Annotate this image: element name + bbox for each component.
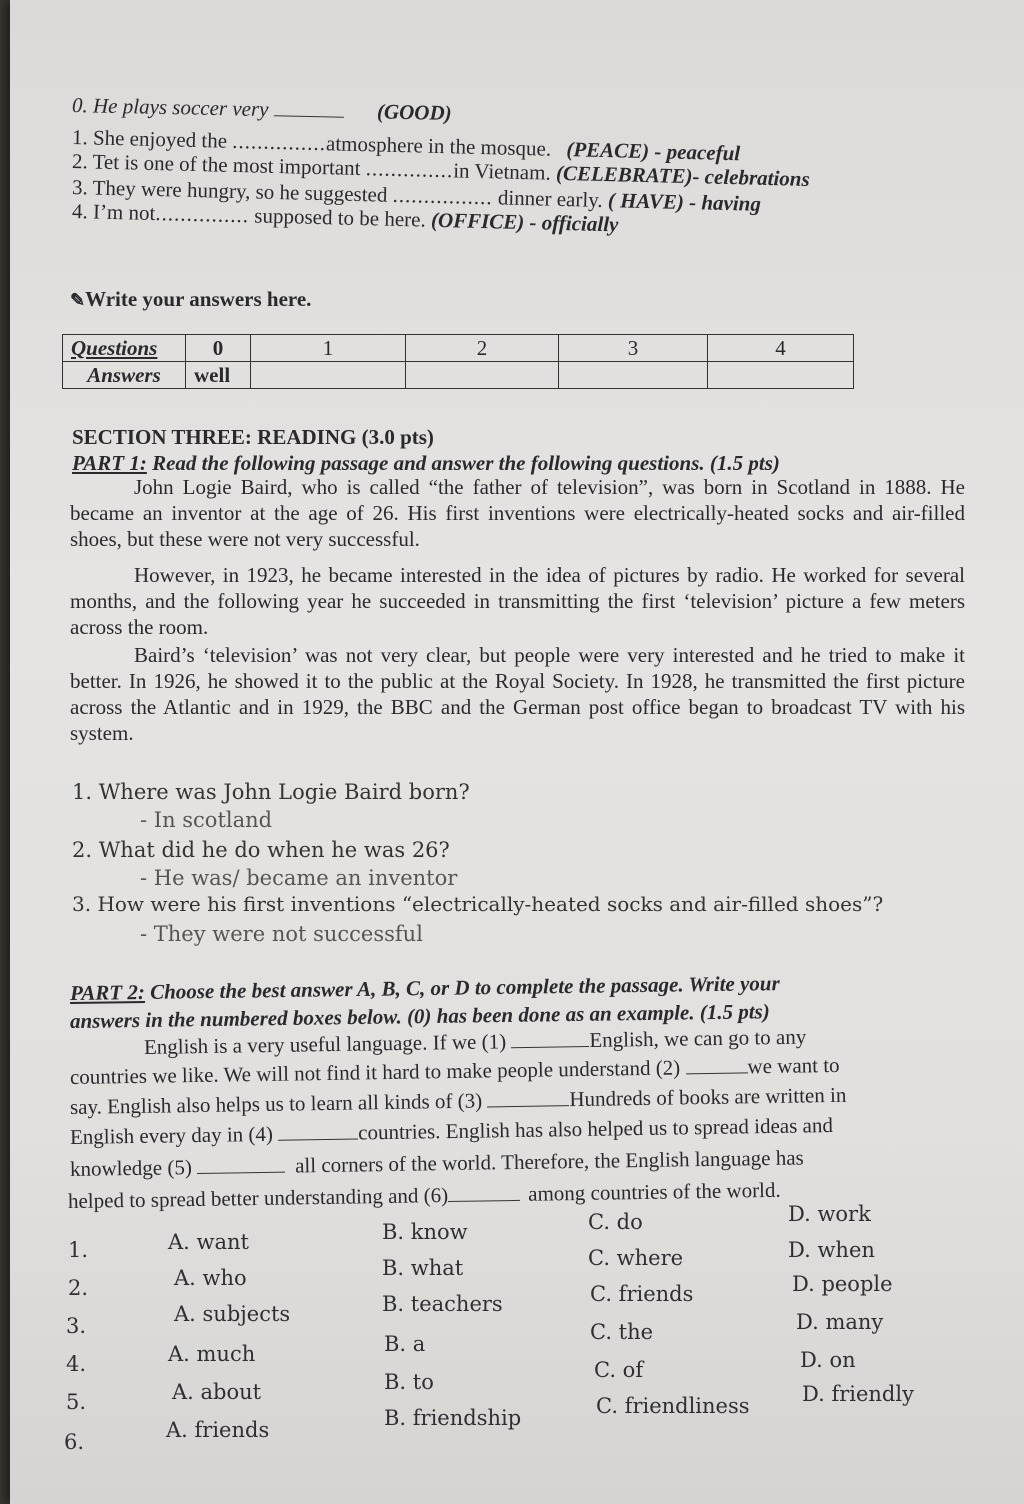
gap-4[interactable]: [278, 1138, 358, 1140]
option-number: 5.: [66, 1390, 87, 1414]
option-b[interactable]: B. a: [384, 1332, 426, 1356]
item-text: dinner early.: [497, 185, 603, 212]
passage-line: [68, 1177, 781, 1214]
item-dots: ...............: [155, 201, 250, 228]
item-hint: ( HAVE) - having: [607, 188, 762, 216]
table-header: 1: [251, 335, 406, 362]
passage-text: English, we can go to any: [589, 1024, 807, 1053]
item-dots: ................: [392, 182, 493, 210]
gap-6[interactable]: [448, 1200, 520, 1202]
item-num: 1.: [71, 125, 89, 150]
passage-text: say. English also helps us to learn all kinds of (3): [69, 1088, 488, 1119]
option-c[interactable]: C. friendliness: [596, 1394, 750, 1418]
table-header: 2: [406, 335, 559, 362]
gap-2[interactable]: [686, 1072, 748, 1074]
gap-5[interactable]: [197, 1172, 285, 1174]
gap-3[interactable]: [487, 1105, 569, 1107]
table-cell[interactable]: [251, 362, 406, 389]
part1-label: PART 1:: [72, 451, 147, 475]
item-hint: (CELEBRATE)- celebrations: [555, 160, 810, 192]
pencil-icon: ✎: [70, 290, 86, 310]
passage-text: Hundreds of books are written in: [569, 1082, 847, 1112]
table-header: Questions: [63, 335, 186, 362]
option-number: 4.: [66, 1352, 87, 1376]
part1-instructions: [72, 450, 780, 476]
passage-text: countries. English has also helped us to spread ideas and: [357, 1113, 834, 1145]
option-a[interactable]: A. friends: [166, 1418, 270, 1442]
passage-text: countries we like. We will not find it hard to make people understand (2): [69, 1055, 686, 1089]
option-c[interactable]: C. of: [594, 1358, 644, 1382]
option-a[interactable]: A. subjects: [174, 1302, 291, 1326]
write-answers-label: [70, 286, 311, 313]
passage-text: helped to spread better understanding and (6): [67, 1183, 449, 1213]
item-dots: ...............: [232, 128, 327, 156]
option-d[interactable]: D. work: [788, 1202, 871, 1226]
item-text: atmosphere in the mosque.: [325, 131, 552, 161]
option-a[interactable]: A. much: [168, 1342, 256, 1366]
section-title: SECTION THREE: READING (3.0 pts): [72, 425, 434, 449]
passage-text: English every day in (4): [69, 1121, 279, 1149]
item-text: She enjoyed the: [92, 125, 228, 153]
table-header: 4: [708, 335, 854, 362]
option-b[interactable]: B. teachers: [382, 1292, 503, 1316]
example-hint: (GOOD): [376, 99, 452, 125]
table-cell[interactable]: [406, 362, 559, 389]
gap-1[interactable]: [511, 1046, 589, 1048]
item-hint: (PEACE) - peaceful: [566, 137, 741, 166]
option-c[interactable]: C. the: [590, 1320, 654, 1344]
passage-text: all corners of the world. Therefore, the English language has: [294, 1145, 804, 1178]
passage-text: English is a very useful language. If we (1): [143, 1029, 512, 1059]
option-d[interactable]: D. when: [788, 1238, 875, 1262]
part2-instructions-2: answers in the numbered boxes below. (0) has been done as an example. (1.5 pts): [69, 999, 770, 1033]
paragraph: However, in 1923, he became interested in the idea of pictures by radio. He worked for several months, and the following year he succeeded in transmitting the first ‘television’ picture a few meters across the room.: [70, 563, 965, 639]
example-prefix: 0. He plays soccer very: [71, 93, 269, 122]
table-row: [63, 362, 854, 389]
write-answers-text: Write your answers here.: [85, 287, 312, 311]
exam-sheet: [10, 0, 1024, 1504]
option-b[interactable]: B. friendship: [384, 1406, 522, 1430]
table-cell[interactable]: [559, 362, 708, 389]
option-a[interactable]: A. who: [174, 1266, 247, 1290]
option-a[interactable]: A. want: [168, 1230, 249, 1254]
passage-text: knowledge (5): [69, 1155, 198, 1181]
part2-text: Choose the best answer A, B, C, or D to complete the passage. Write your: [144, 971, 780, 1004]
table-row: [63, 335, 854, 362]
item-num: 3.: [71, 175, 89, 200]
table-cell: Answers: [63, 362, 186, 389]
answer: - He was/ became an inventor: [140, 866, 458, 890]
option-b[interactable]: B. what: [382, 1256, 464, 1280]
paragraph: John Logie Baird, who is called “the father of television”, was born in Scotland in 1888. He became an inventor at the age of 26. His first inventions were electrically-heated socks and air-filled shoes, but these were not very successful.: [70, 475, 965, 551]
table-cell[interactable]: [708, 362, 854, 389]
passage-text: we want to: [747, 1052, 840, 1079]
item-text: They were hungry, so he suggested: [92, 175, 388, 207]
item-text: Tet is one of the most important: [92, 149, 361, 181]
option-number: 6.: [64, 1430, 85, 1454]
paragraph: Baird’s ‘television’ was not very clear, but people were very interested and he tried to make it better. In 1926, he showed it to the public at the Royal Society. In 1928, he transmitted the first picture across the Atlantic and in 1929, the BBC and the German post office began to broadcast TV with his system.: [70, 643, 965, 745]
table-cell: well: [186, 362, 251, 389]
item-num: 4.: [71, 199, 89, 224]
passage-line: [70, 1144, 804, 1182]
table-header: 3: [559, 335, 708, 362]
item-hint: (OFFICE) - officially: [430, 207, 619, 237]
answer: - They were not successful: [140, 922, 423, 946]
option-d[interactable]: D. many: [796, 1310, 884, 1334]
table-header: 0: [186, 335, 251, 362]
item-text: in Vietnam.: [452, 158, 552, 185]
item-dots: ..............: [365, 156, 454, 183]
option-c[interactable]: C. do: [588, 1210, 643, 1234]
part2-label: PART 2:: [69, 979, 146, 1005]
item-text: I’m not: [92, 199, 156, 226]
item-num: 2.: [71, 149, 89, 174]
option-c[interactable]: C. friends: [590, 1282, 694, 1306]
option-number: 1.: [68, 1238, 89, 1262]
question: 2. What did he do when he was 26?: [72, 838, 450, 862]
example-blank: [274, 115, 344, 117]
option-d[interactable]: D. friendly: [802, 1382, 914, 1406]
question: 3. How were his first inventions “electrically-heated socks and air-filled shoes”?: [72, 892, 884, 916]
part1-text: Read the following passage and answer the following questions. (1.5 pts): [146, 451, 780, 475]
option-b[interactable]: B. know: [382, 1220, 468, 1244]
option-c[interactable]: C. where: [588, 1246, 684, 1270]
item-text: supposed to be here.: [254, 203, 427, 232]
answer-table: [62, 334, 854, 389]
option-number: 3.: [66, 1314, 87, 1338]
question: 1. Where was John Logie Baird born?: [72, 780, 470, 804]
example-line: [72, 92, 452, 126]
option-d[interactable]: D. on: [800, 1348, 856, 1372]
option-b[interactable]: B. to: [384, 1370, 434, 1394]
option-a[interactable]: A. about: [172, 1380, 262, 1404]
answer: - In scotland: [140, 808, 273, 832]
option-number: 2.: [68, 1276, 89, 1300]
passage-text: among countries of the world.: [527, 1177, 781, 1206]
option-d[interactable]: D. people: [792, 1272, 893, 1296]
